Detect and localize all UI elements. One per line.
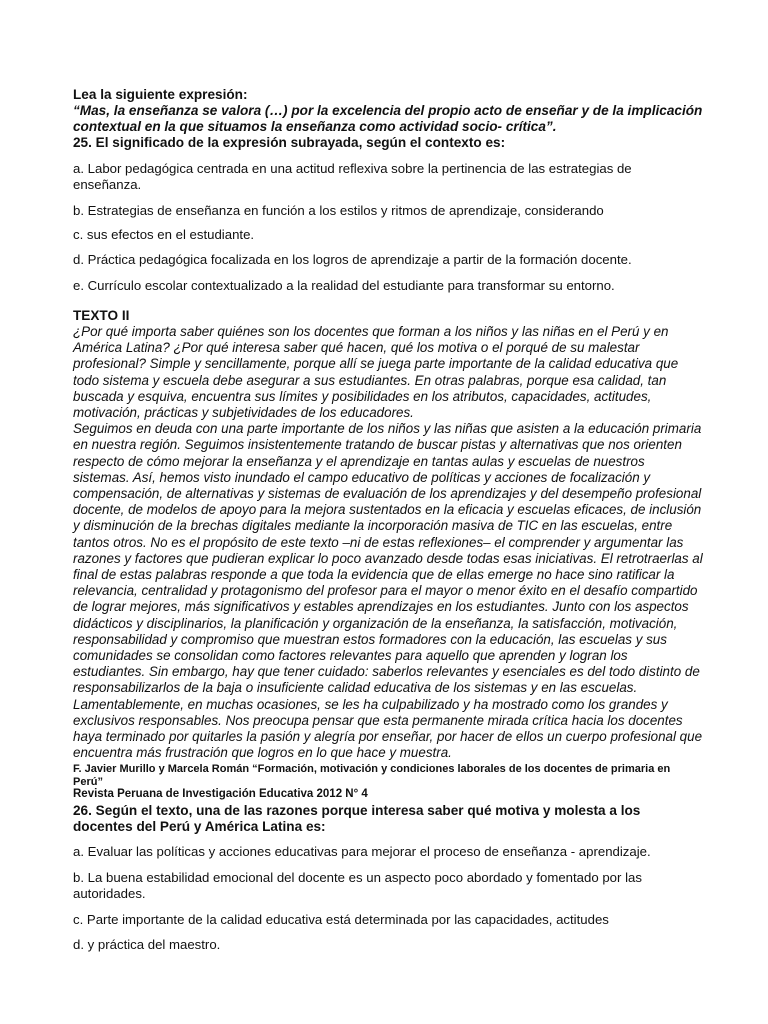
texto-ii-paragraph-1: ¿Por qué importa saber quiénes son los docentes que forman a los niños y las niñas en el Perú y en América Latina? ¿Por qué interesa saber qué hacen, qué los motiva o el porqué de su malestar profesional? Simple y sencillamente, porque allí se juega parte importante de la calidad educativa que todo sistema y escuela debe asegurar a sus estudiantes. En otras palabras, porque esa calidad, tan buscada y esquiva, encuentra sus límites y posibilidades en los atributos, capacidades, actitudes, motivación, prácticas y subjetividades de los educadores. xyxy=(73,324,679,421)
q25-option-e: e. Currículo escolar contextualizado a la realidad del estudiante para transformar su entorno. xyxy=(73,278,615,293)
q26-stem: 26. Según el texto, una de las razones porque interesa saber qué motiva y molesta a los docentes del Perú y América Latina es: xyxy=(73,803,641,835)
q26-option-c: c. Parte importante de la calidad educativa está determinada por las capacidades, actitudes xyxy=(73,912,609,928)
q25-option-a: a. Labor pedagógica centrada en una actitud reflexiva sobre la pertinencia de las estrategias de enseñanza. xyxy=(73,161,632,192)
texto-ii-paragraph-2: Seguimos en deuda con una parte importante de los niños y las niñas que asisten a la educación primaria en nuestra región. Seguimos insistentemente tratando de buscar pistas y alternativas que nos orienten respecto de cómo mejorar la enseñanza y el aprendizaje en tantas aulas y escuelas de nuestros sistemas. Así, hemos visto inundado el campo educativo de políticas y acciones de focalización y compensación, de alternativas y sistemas de evaluación de los aprendizajes y del desempeño profesional docente, de modelos de apoyo para la mejora sustentados en la eficacia y escuelas eficaces, de inclusión y disminución de la brechas digitales mediante la incorporación masiva de TIC en las escuelas, entre tantos otros. No es el propósito de este texto –ni de estas reflexiones– el comprender y argumentar las razones y factores que pudieran explicar lo poco avanzado desde todas esas iniciativas. El retrotraerlas al final de estas palabras responde a que toda la evidencia que de ellas emerge no hace sino ratificar la relevancia, centralidad y protagonismo del profesor para el mayor o menor éxito en el desafío compartido de lograr mejores, más significativos y estables aprendizajes en los estudiantes. Junto con los aspectos didácticos y disciplinarios, la planificación y organización de la enseñanza, la satisfacción, motivación, responsabilidad y compromiso que muestran estos formadores con la educación, las escuelas y sus comunidades se consolidan como factores relevantes para aquello que aprenden y logran los estudiantes. Sin embargo, hay que tener cuidado: saberlos relevantes y esenciales es del todo distinto de responsabilizarlos de la baja o insuficiente calidad educativa de los sistemas y en las escuelas. Lamentablemente, en muchas ocasiones, se les ha culpabilizado y ha mostrado como los grandes y exclusivos responsables. Nos preocupa pensar que esta permanente mirada crítica hacia los docentes haya terminado por quitarles la pasión y alegría por enseñar, por hacer de ellos un cuerpo profesional que encuentra más frustración que logros en lo que hace y muestra. xyxy=(73,421,703,761)
q25-option-b: b. Estrategias de enseñanza en función a los estilos y ritmos de aprendizaje, considerando xyxy=(73,203,604,218)
q26-option-b: b. La buena estabilidad emocional del docente es un aspecto poco abordado y fomentado por las autoridades. xyxy=(73,870,642,902)
q26-option-a: a. Evaluar las políticas y acciones educativas para mejorar el proceso de enseñanza - aprendizaje. xyxy=(73,844,651,860)
q25-option-d: d. Práctica pedagógica focalizada en los logros de aprendizaje a partir de la formación docente. xyxy=(73,252,632,267)
texto-ii-title: TEXTO II xyxy=(73,308,130,323)
q26-option-d: d. y práctica del maestro. xyxy=(73,937,221,953)
texto-ii-citation: F. Javier Murillo y Marcela Román “Formación, motivación y condiciones laborales de los docentes de primaria en Perú” xyxy=(73,763,671,788)
texto-ii-journal: Revista Peruana de Investigación Educativa 2012 N° 4 xyxy=(73,788,368,801)
document-page xyxy=(73,87,703,953)
q25-quote: “Mas, la enseñanza se valora (…) por la excelencia del propio acto de enseñar y de la implicación contextual en la que situamos la enseñanza como actividad socio- crítica”. xyxy=(73,103,703,134)
q25-stem: 25. El significado de la expresión subrayada, según el contexto es: xyxy=(73,135,506,150)
q25-option-c: c. sus efectos en el estudiante. xyxy=(73,227,255,242)
q25-intro: Lea la siguiente expresión: xyxy=(73,87,248,102)
